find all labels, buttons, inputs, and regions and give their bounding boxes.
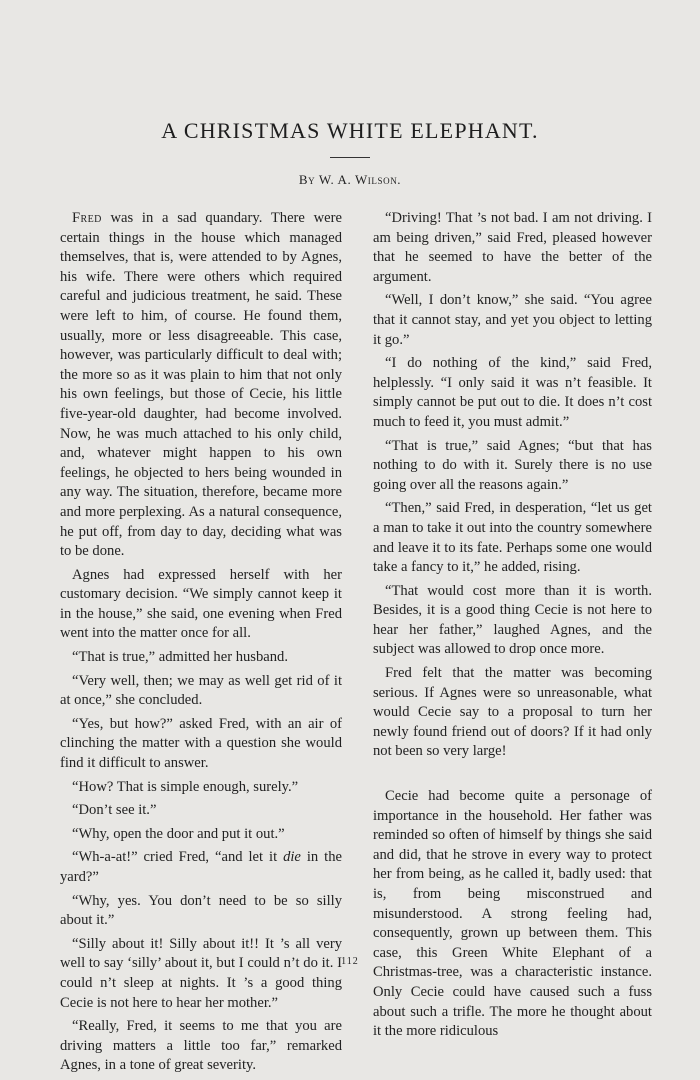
paragraph: [60, 848, 342, 887]
page-number: 112: [341, 956, 359, 967]
paragraph: “Well, I don’t know,” she said. “You agree that it cannot stay, and yet you object to letting it go.”: [373, 292, 652, 348]
paragraph: “Really, Fred, it seems to me that you are driving matters a little too far,” remarked Agnes, in a tone of great severity.: [60, 1018, 342, 1074]
paragraph: Cecie had become quite a personage of importance in the household. Her father was reminded so often of himself by things she said and did, that he strove in every way to protect her from being, as he called it, badly used: that is, from being misconstrued and misunderstood. A strong feeling had, consequently, grown up between them. This case, this Green White Elephant of a Christmas-tree, was a characteristic instance. Only Cecie could have caused such a fuss about such a trifle. The more he thought about it the more ridiculous: [373, 788, 652, 1040]
paragraph: “That is true,” said Agnes; “but that has nothing to do with it. Surely there is no use going over all the reasons again.”: [373, 437, 652, 493]
emphasis: die: [283, 849, 301, 866]
paragraph: “That would cost more than it is worth. Besides, it is a good thing Cecie is not here to hear her father,” laughed Agnes, and the subject was allowed to drop once more.: [373, 582, 652, 658]
paragraph: [60, 209, 342, 562]
paragraph-text: in the yard?”: [60, 849, 342, 885]
paragraph: Agnes had expressed herself with her customary decision. “We simply cannot keep it in the house,” she said, one evening when Fred went into the matter once for all.: [60, 566, 342, 642]
right-column: [373, 209, 652, 1046]
paragraph: Fred felt that the matter was becoming serious. If Agnes were so unreasonable, what would Cecie say to a proposal to turn her newly found friend out of doors? If it had only not been so very large!: [373, 665, 652, 760]
paragraph: “Why, yes. You don’t need to be so silly about it.”: [60, 892, 342, 929]
paragraph-text: “Wh-a-at!” cried Fred, “and let it: [72, 849, 284, 866]
paragraph: “That is true,” admitted her husband.: [72, 649, 288, 666]
paragraph: “Then,” said Fred, in desperation, “let us get a man to take it out into the country somewhere and leave it to its fate. Perhaps some one would take a fancy to it,” he added, rising.: [373, 500, 652, 576]
byline-prefix: By: [298, 172, 319, 187]
paragraph: “Silly about it! Silly about it!! It ’s all very well to say ‘silly’ about it, but I could n’t do it. I could n’t sleep at nights. It ’s a good thing Cecie is not here to hear her mother.”: [60, 935, 342, 1011]
lead-word: Fred: [72, 210, 102, 226]
paragraph: “Very well, then; we may as well get rid of it at once,” she concluded.: [60, 672, 342, 709]
paragraph: “I do nothing of the kind,” said Fred, helplessly. “I only said it was n’t feasible. It simply cannot be put out to die. It does n’t cost much to feed it, you must admit.”: [373, 355, 652, 430]
paragraph: “Why, open the door and put it out.”: [72, 825, 285, 842]
title-divider: [330, 157, 370, 158]
left-column: [60, 209, 342, 1080]
paragraph-text: was in a sad quandary. There were certain things in the house which managed themselves, that is, were attended to by Agnes, his wife. There were others which required careful and judicious treatment, he said. These were left to him, of course. He found them, usually, more or less disagreeable. This case, however, was particularly difficult to deal with; the more so as it was plain to him that not only his own feelings, but those of Cecie, his little five-year-old daughter, had become involved. Now, he was much attached to his only child, and, whatever might happen to his own feelings, he objected to hers being wounded in any way. The situation, therefore, became more and more perplexing. As a natural consequence, he put off, from day to day, deciding what was to be done.: [60, 210, 342, 560]
byline: [0, 172, 700, 188]
paragraph: “Don’t see it.”: [72, 802, 157, 819]
byline-author: W. A. Wilson.: [318, 172, 402, 187]
paragraph: “Yes, but how?” asked Fred, with an air of clinching the matter with a question she would find it difficult to answer.: [60, 715, 342, 772]
paragraph: “Driving! That ’s not bad. I am not driving. I am being driven,” said Fred, pleased however that he seemed to have the better of the argument.: [373, 210, 652, 285]
article-title: A CHRISTMAS WHITE ELEPHANT.: [161, 118, 539, 143]
paragraph: “How? That is simple enough, surely.”: [72, 778, 299, 795]
